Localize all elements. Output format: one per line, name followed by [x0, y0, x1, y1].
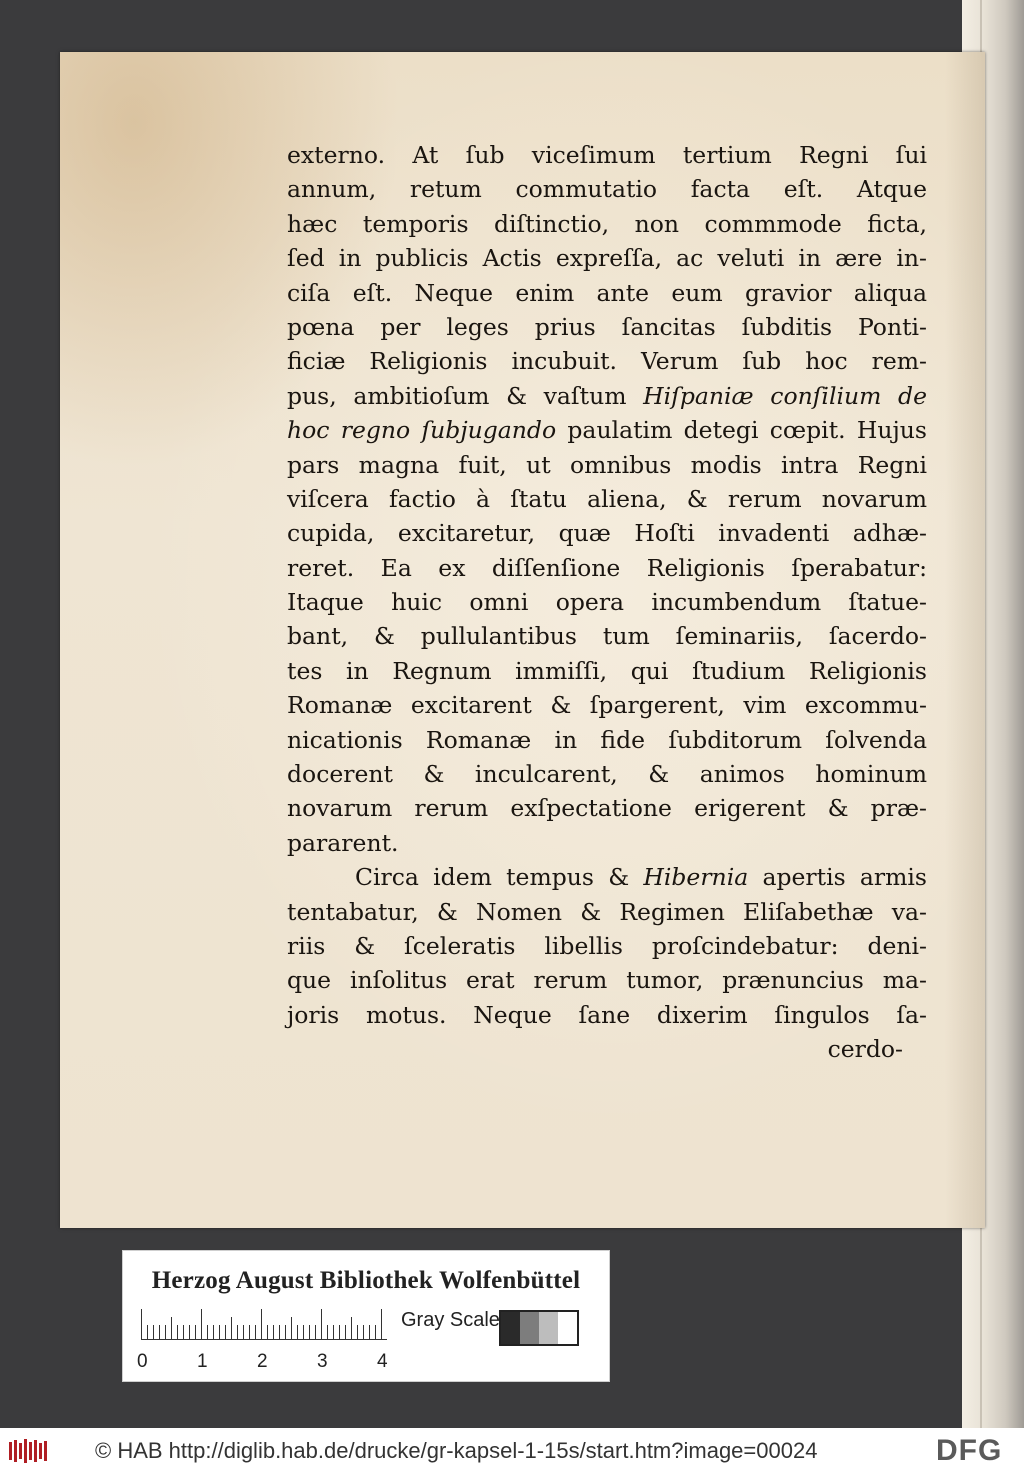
ruler-tick [231, 1317, 232, 1339]
text-line: hoc regno ſubjugando paulatim detegi cœpit. Hujus [287, 416, 927, 445]
text-line: bant, & pullulantibus tum ſeminariis, ſacerdo- [287, 622, 927, 651]
text-line: pus, ambitioſum & vaſtum Hiſpaniæ conſilium de [287, 381, 927, 410]
ruler-number: 1 [197, 1351, 208, 1372]
ruler-tick [267, 1325, 268, 1339]
ruler-tick [201, 1309, 202, 1339]
footer-bar [0, 1428, 1024, 1474]
copyright-link[interactable]: © HAB http://diglib.hab.de/drucke/gr-kapsel-1-15s/start.htm?image=00024 [95, 1438, 818, 1463]
library-color-card [122, 1250, 610, 1382]
hab-logo-icon [8, 1438, 48, 1464]
ruler-tick [351, 1317, 352, 1339]
text-line: viſcera factio à ſtatu aliena, & rerum novarum [287, 484, 927, 513]
text-line: tes in Regnum immiſſi, qui ſtudium Religionis [287, 656, 927, 685]
gray-swatch [539, 1312, 558, 1344]
ruler-tick [285, 1325, 286, 1339]
italic-phrase: hoc regno ſubjugando [287, 416, 557, 445]
ruler-tick [273, 1325, 274, 1339]
text-line: hæc temporis diſtinctio, non commmode ficta, [287, 209, 927, 238]
text-line: pararent. [287, 828, 399, 857]
library-name: Herzog August Bibliothek Wolfenbüttel [151, 1267, 581, 1294]
ruler-tick [279, 1325, 280, 1339]
text-line: pars magna fuit, ut omnibus modis intra Regni [287, 450, 927, 479]
ruler-tick [357, 1325, 358, 1339]
ruler-tick [171, 1317, 172, 1339]
text-line: tentabatur, & Nomen & Regimen Eliſabethæ va- [287, 897, 927, 926]
italic-phrase: Hibernia [643, 863, 749, 892]
ruler-tick [363, 1325, 364, 1339]
text-line: ficiæ Religionis incubuit. Verum ſub hoc rem- [287, 347, 927, 376]
gray-scale-label: Gray Scale [401, 1309, 500, 1331]
ruler-tick [303, 1325, 304, 1339]
ruler-tick [297, 1325, 298, 1339]
gray-swatch [520, 1312, 539, 1344]
ruler-number: 4 [377, 1351, 388, 1372]
text-line: pœna per leges prius ſancitas ſubditis Ponti- [287, 312, 927, 341]
ruler-tick [309, 1325, 310, 1339]
ruler-tick [177, 1325, 178, 1339]
ruler-number: 3 [317, 1351, 328, 1372]
gray-swatch [558, 1312, 577, 1344]
catchword: cerdo- [827, 1035, 903, 1064]
ruler-tick [255, 1325, 256, 1339]
text-line: reret. Ea ex diſſenſione Religionis ſperabatur: [287, 553, 927, 582]
ruler-tick [333, 1325, 334, 1339]
ruler-tick [345, 1325, 346, 1339]
ruler-tick [153, 1325, 154, 1339]
ruler-tick [141, 1309, 142, 1339]
ruler-number: 0 [137, 1351, 148, 1372]
ruler-baseline [141, 1339, 387, 1340]
ruler-tick [237, 1325, 238, 1339]
ruler-tick [165, 1325, 166, 1339]
ruler-number: 2 [257, 1351, 268, 1372]
ruler-tick [195, 1325, 196, 1339]
ruler-tick [249, 1325, 250, 1339]
text-line: docerent & inculcarent, & animos hominum [287, 760, 927, 789]
gray-swatch [501, 1312, 520, 1344]
ruler-tick [327, 1325, 328, 1339]
text-line: Circa idem tempus & Hibernia apertis armis [355, 863, 927, 892]
ruler-tick [315, 1325, 316, 1339]
ruler-tick [189, 1325, 190, 1339]
ruler-tick [213, 1325, 214, 1339]
ruler-tick [339, 1325, 340, 1339]
text-line: nicationis Romanæ in fide ſubditorum ſolvenda [287, 725, 927, 754]
ruler-tick [147, 1325, 148, 1339]
page-text-block [287, 138, 927, 1067]
text-line: Romanæ excitarent & ſpargerent, vim excommu- [287, 691, 927, 720]
text-line: externo. At ſub viceſimum tertium Regni ſui [287, 141, 927, 169]
ruler-tick [321, 1309, 322, 1339]
ruler-tick [243, 1325, 244, 1339]
gray-scale-swatch [499, 1310, 579, 1346]
ruler-tick [375, 1325, 376, 1339]
text-line: joris motus. Neque ſane dixerim ſingulos ſa- [287, 1000, 927, 1029]
ruler-tick [183, 1325, 184, 1339]
italic-phrase: Hiſpaniæ conſilium de [643, 381, 927, 410]
ruler-tick [159, 1325, 160, 1339]
ruler-tick [225, 1325, 226, 1339]
text-line: ſed in publicis Actis expreſſa, ac veluti in ære in- [287, 244, 927, 273]
text-line: que inſolitus erat rerum tumor, prænuncius ma- [287, 966, 927, 995]
ruler-tick [219, 1325, 220, 1339]
ruler-tick [261, 1309, 262, 1339]
text-line: ciſa eſt. Neque enim ante eum gravior aliqua [287, 278, 927, 307]
text-line: cupida, excitaretur, quæ Hoſti invadenti adhæ- [287, 519, 927, 548]
ruler-tick [381, 1309, 382, 1339]
measurement-ruler [141, 1309, 391, 1349]
ruler-tick [207, 1325, 208, 1339]
text-line: Itaque huic omni opera incumbendum ſtatue- [287, 588, 927, 617]
ruler-tick [291, 1317, 292, 1339]
ruler-tick [369, 1325, 370, 1339]
text-line: annum, retum commutatio facta eſt. Atque [287, 175, 927, 204]
text-line: novarum rerum exſpectatione erigerent & præ- [287, 794, 927, 823]
page-gutter-shadow [945, 52, 985, 1228]
text-line: riis & ſceleratis libellis proſcindebatur: deni- [287, 931, 927, 960]
dfg-logo: DFG [936, 1434, 1003, 1467]
